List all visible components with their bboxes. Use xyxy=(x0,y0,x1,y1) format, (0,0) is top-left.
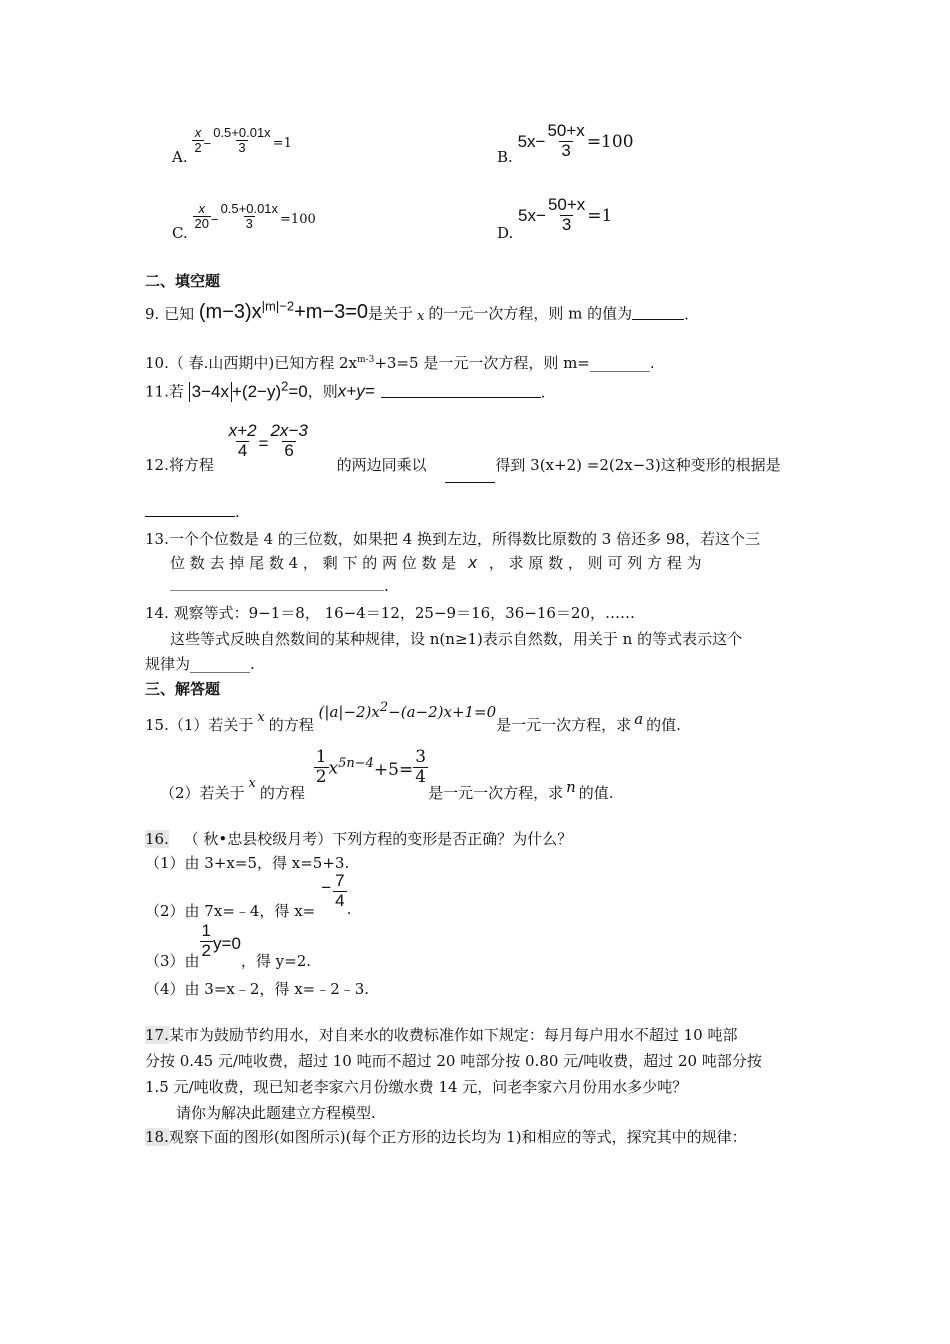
option-d-label: D. xyxy=(497,224,514,242)
q9-answer-blank[interactable] xyxy=(632,305,684,320)
question-17-line3: 1.5 元/吨收费，现已知老李家六月份缴水费 14 元，问老李家六月份用水多少吨？ xyxy=(145,1078,688,1096)
question-17-line4: 请你为解决此题建立方程模型. xyxy=(176,1104,376,1122)
q11-target: x+y= xyxy=(337,381,375,401)
question-17-line1: 17.某市为鼓励节约用水，对自来水的收费标准作如下规定：每月每户用水不超过 10 吨部 xyxy=(145,1026,738,1044)
q16-item-3: （3）由 $\frac{1}{2}$ y=0，得 y=2. xyxy=(145,921,312,970)
option-b-rhs: =100 xyxy=(586,132,634,152)
section-title-solve: 三、解答题 xyxy=(145,680,221,698)
q9-text: 是关于 xyxy=(368,304,414,323)
question-12-line2: . xyxy=(145,502,240,521)
option-a: A. $\frac{x}{2}$ − $\frac{0.5+0.01x}{3}$ =1 xyxy=(172,125,292,166)
option-c-rhs: =100 xyxy=(280,212,316,227)
question-14-line3: 规律为________. xyxy=(145,655,255,673)
q11-equation: $3-4x +(2-y)^2=0$ xyxy=(189,382,308,401)
option-b-label: B. xyxy=(497,148,513,166)
q18-number: 18. xyxy=(145,1128,169,1146)
q15-frac-three-quarters: $\frac{3}{4}$ xyxy=(415,747,427,787)
q12-right-frac: $\frac{2x-3}{6}$ xyxy=(270,421,308,460)
q11-answer-blank[interactable] xyxy=(381,383,541,398)
q9-prefix: 9. 已知 xyxy=(145,304,195,323)
question-16-title: 16. （ 秋•忠县校级月考）下列方程的变形是否正确？为什么？ xyxy=(145,830,573,848)
q12-reason-blank[interactable] xyxy=(145,502,235,517)
option-c: C. $\frac{x}{20}$ − $\frac{0.5+0.01x}{3}$ =100 xyxy=(172,201,316,242)
q16-frac-7-4: $\frac{7}{4}$ xyxy=(335,871,345,910)
question-13-line1: 13.一个个位数是 4 的三位数，如果把 4 换到左边，所得数比原数的 3 倍还多 98，若这个三 xyxy=(145,530,760,548)
option-d-lead: 5x− xyxy=(518,206,546,225)
question-11: 11.若 $3-4x +(2-y)^2=0$，则x+y= . xyxy=(145,378,546,402)
option-b-frac: $\frac{50+x}{3}$ xyxy=(547,121,585,160)
option-d-rhs: =1 xyxy=(587,206,613,226)
question-14-line1: 14. 观察等式：9−1＝8， 16−4＝12，25−9＝16，36−16＝20，…… xyxy=(145,604,635,622)
option-b xyxy=(497,122,634,166)
option-a-rhs: =1 xyxy=(272,136,292,151)
q16-number: 16. xyxy=(145,830,169,848)
option-a-label: A. xyxy=(172,148,188,166)
question-15-part1: 15.（1）若关于 x 的方程 $(|a|-2)x^2-(a-2)x+1=0$是一元一次方程，求 a 的值. xyxy=(145,700,681,734)
option-b-lead: 5x− xyxy=(517,132,546,151)
option-c-frac2: $\frac{0.5+0.01x}{3}$ xyxy=(220,201,279,232)
question-9: 9. 已知 $(m-3)x^{|m|-2}+m-3=0$是关于 x 的一元一次方程，则 m 的值为 . xyxy=(145,298,689,324)
section-title-fill-blank: 二、填空题 xyxy=(145,272,221,290)
q17-number: 17. xyxy=(145,1026,169,1044)
q16-item-1: （1）由 3+x=5，得 x=5+3. xyxy=(145,854,350,872)
question-12: 12.将方程 $\frac{x+2}{4}$ = $\frac{2x-3}{6}$ 的两边同乘以 得到 3(x+2) =2(2x−3)这种变形的根据是 xyxy=(145,422,781,483)
q13-answer-blank[interactable] xyxy=(170,576,384,591)
option-a-frac2: $\frac{0.5+0.01x}{3}$ xyxy=(213,125,271,156)
q16-item-4: （4）由 3=x﹣2，得 x=﹣2﹣3. xyxy=(145,980,370,998)
question-18: 18.观察下面的图形(如图所示)(每个正方形的边长均为 1)和相应的等式，探究其中的规律： xyxy=(145,1128,747,1146)
option-c-frac1: $\frac{x}{20}$ xyxy=(194,201,209,232)
q12-multiplier-blank[interactable] xyxy=(445,468,495,483)
q9-equation: $(m-3)x^{|m|-2}+m-3=0$ xyxy=(198,298,369,323)
q16-frac-half: $\frac{1}{2}$ xyxy=(201,921,212,960)
option-d-frac: $\frac{50+x}{3}$ xyxy=(547,195,586,234)
question-10: 10.（ 春.山西期中)已知方程 $2x^{m-3}+3=5$ 是一元一次方程，则 m=________. xyxy=(145,354,655,372)
q15-frac-half: $\frac{1}{2}$ xyxy=(315,747,327,787)
question-15-part2: （2）若关于x的方程 $\frac{1}{2}$ $x^{5n-4}+5=$ $\frac{3}{4}$ 是一元一次方程，求 n 的值. xyxy=(160,747,614,802)
question-17-line2: 分按 0.45 元/吨收费，超过 10 吨而不超过 20 吨部分按 0.80 元/吨收费，超过 20 吨部分按 xyxy=(145,1052,762,1070)
q9-text-2: 的一元一次方程，则 m 的值为 xyxy=(428,304,633,323)
question-13-line2: 位 数 去 掉 尾 数 4 ， 剩 下 的 两 位 数 是 x ， 求 原 数 ， 则 可 列 方 程 为 xyxy=(170,553,702,572)
option-d xyxy=(497,196,612,242)
question-14-line2: 这些等式反映自然数间的某种规律，设 n(n≥1)表示自然数，用关于 n 的等式表示这个 xyxy=(170,630,743,648)
q12-left-frac: $\frac{x+2}{4}$ xyxy=(228,421,257,460)
option-a-frac1: $\frac{x}{2}$ xyxy=(194,125,202,156)
question-13-line3: . xyxy=(170,576,389,595)
option-c-label: C. xyxy=(172,224,188,242)
q16-item-2: （2）由 7x=﹣4，得 x=− $\frac{7}{4}$ . xyxy=(145,871,352,920)
q9-var: x xyxy=(417,308,425,324)
q15-equation-1: $(|a|-2)x^2-(a-2)x+1=0$ xyxy=(318,700,497,721)
